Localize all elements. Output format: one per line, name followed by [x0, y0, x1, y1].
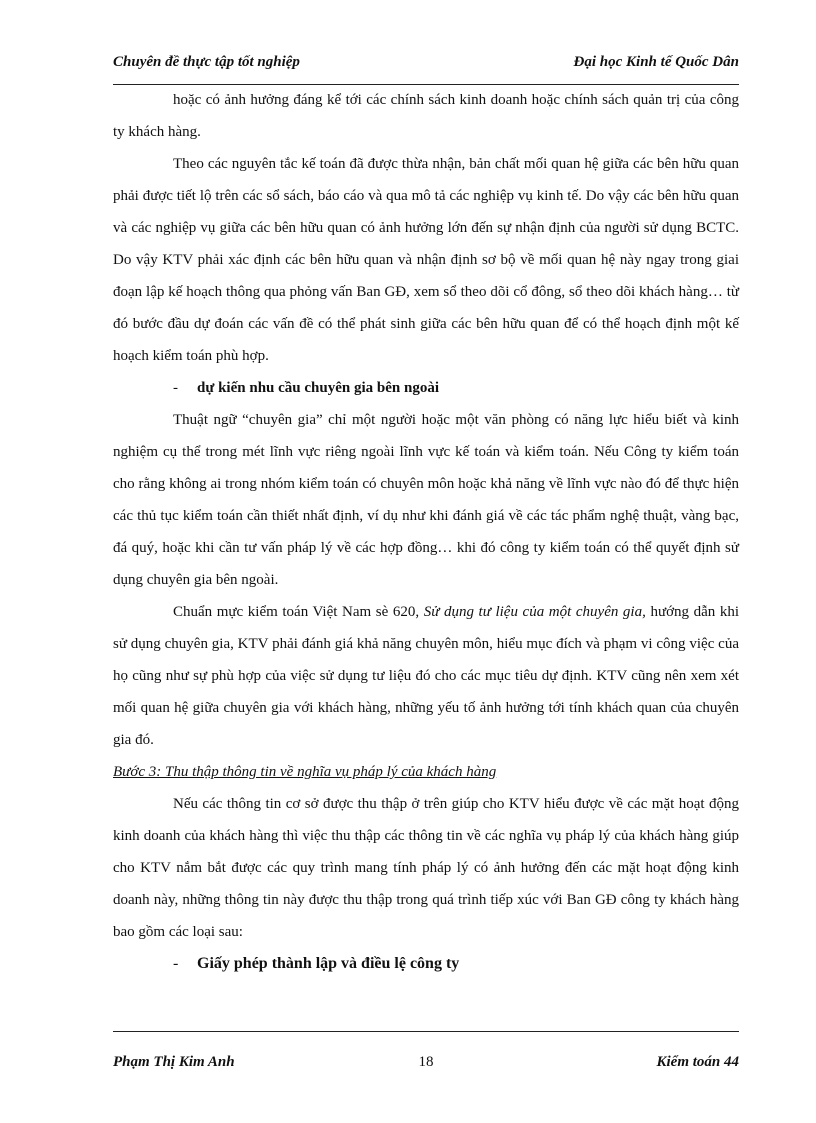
paragraph-standard-620	[113, 596, 739, 756]
page-header	[113, 54, 739, 85]
standard-body: hướng dẫn khi sử dụng chuyên gia, KTV phải đánh giá khả năng chuyên môn, hiểu mục đích và phạm vi công việc của họ cũng như sự phù hợp của việc sử dụng tư liệu đó cho các mục tiêu dự định. KTV cũng nên xem xét mối quan hệ giữa chuyên gia với khách hàng, những yếu tố ảnh hưởng tới tính khách quan của chuyên gia đó.	[113, 604, 740, 748]
header-left-title: Chuyên đề thực tập tốt nghiệp	[113, 54, 300, 70]
bullet-heading-text: Giấy phép thành lập và điều lệ công ty	[197, 955, 460, 972]
bullet-heading-license	[113, 948, 739, 980]
standard-title: Sử dụng tư liệu của một chuyên gia,	[423, 604, 646, 620]
step-3-heading: Bước 3: Thu thập thông tin về nghĩa vụ pháp lý của khách hàng	[113, 764, 497, 780]
document-body	[113, 84, 739, 980]
footer-divider	[113, 1031, 739, 1032]
paragraph-legal-obligations: Nếu các thông tin cơ sở được thu thập ở trên giúp cho KTV hiểu được về các mặt hoạt động kinh doanh của khách hàng thì việc thu thập các thông tin về các nghĩa vụ pháp lý của khách hàng giúp cho KTV nắm bắt được các quy trình mang tính pháp lý có ảnh hưởng đến các mặt hoạt động kinh doanh này, những thông tin này được thu thập trong quá trình tiếp xúc với Ban GĐ công ty khách hàng bao gồm các loại sau:	[113, 796, 739, 940]
footer-author: Phạm Thị Kim Anh	[113, 1054, 235, 1070]
standard-intro: Chuẩn mực kiểm toán Việt Nam sè 620,	[173, 604, 424, 620]
bullet-heading-experts	[113, 372, 739, 404]
footer-class: Kiểm toán 44	[656, 1054, 739, 1070]
bullet-dash: -	[173, 380, 178, 396]
bullet-heading-text: dự kiến nhu cầu chuyên gia bên ngoài	[197, 380, 439, 396]
header-right-title: Đại học Kinh tế Quốc Dân	[573, 54, 739, 70]
bullet-dash: -	[173, 955, 179, 972]
paragraph-continuation: hoặc có ảnh hưởng đáng kể tới các chính sách kinh doanh hoặc chính sách quản trị của công ty khách hàng.	[113, 92, 739, 140]
paragraph-related-parties: Theo các nguyên tắc kế toán đã được thừa nhận, bản chất mối quan hệ giữa các bên hữu quan phải được tiết lộ trên các sổ sách, báo cáo và qua mô tả các nghiệp vụ kinh tế. Do vậy các bên hữu quan và các nghiệp vụ giữa các bên hữu quan có ảnh hưởng lớn đến sự nhận định của người sử dụng BCTC. Do vậy KTV phải xác định các bên hữu quan và nhận định sơ bộ về mối quan hệ này ngay trong giai đoạn lập kế hoạch thông qua phỏng vấn Ban GĐ, xem sổ theo dõi cổ đông, sổ theo dõi khách hàng… từ đó bước đầu dự đoán các vấn đề có thể phát sinh giữa các bên hữu quan để có thể hoạch định một kế hoạch kiểm toán phù hợp.	[113, 156, 739, 364]
page-footer	[113, 1054, 739, 1078]
page-number: 18	[418, 1054, 434, 1070]
paragraph-expert-definition: Thuật ngữ “chuyên gia” chỉ một người hoặc một văn phòng có năng lực hiểu biết và kinh nghiệm cụ thể trong mét lĩnh vực riêng ngoài lĩnh vực kế toán và kiểm toán. Nếu Công ty kiểm toán cho rằng không ai trong nhóm kiểm toán có chuyên môn hoặc khả năng về lĩnh vực nào đó để thực hiện các thủ tục kiểm toán cần thiết nhất định, ví dụ như khi đánh giá về các tác phẩm nghệ thuật, vàng bạc, đá quý, hoặc khi cần tư vấn pháp lý về các hợp đồng… khi đó công ty kiểm toán có thể quyết định sử dụng chuyên gia bên ngoài.	[113, 412, 739, 588]
